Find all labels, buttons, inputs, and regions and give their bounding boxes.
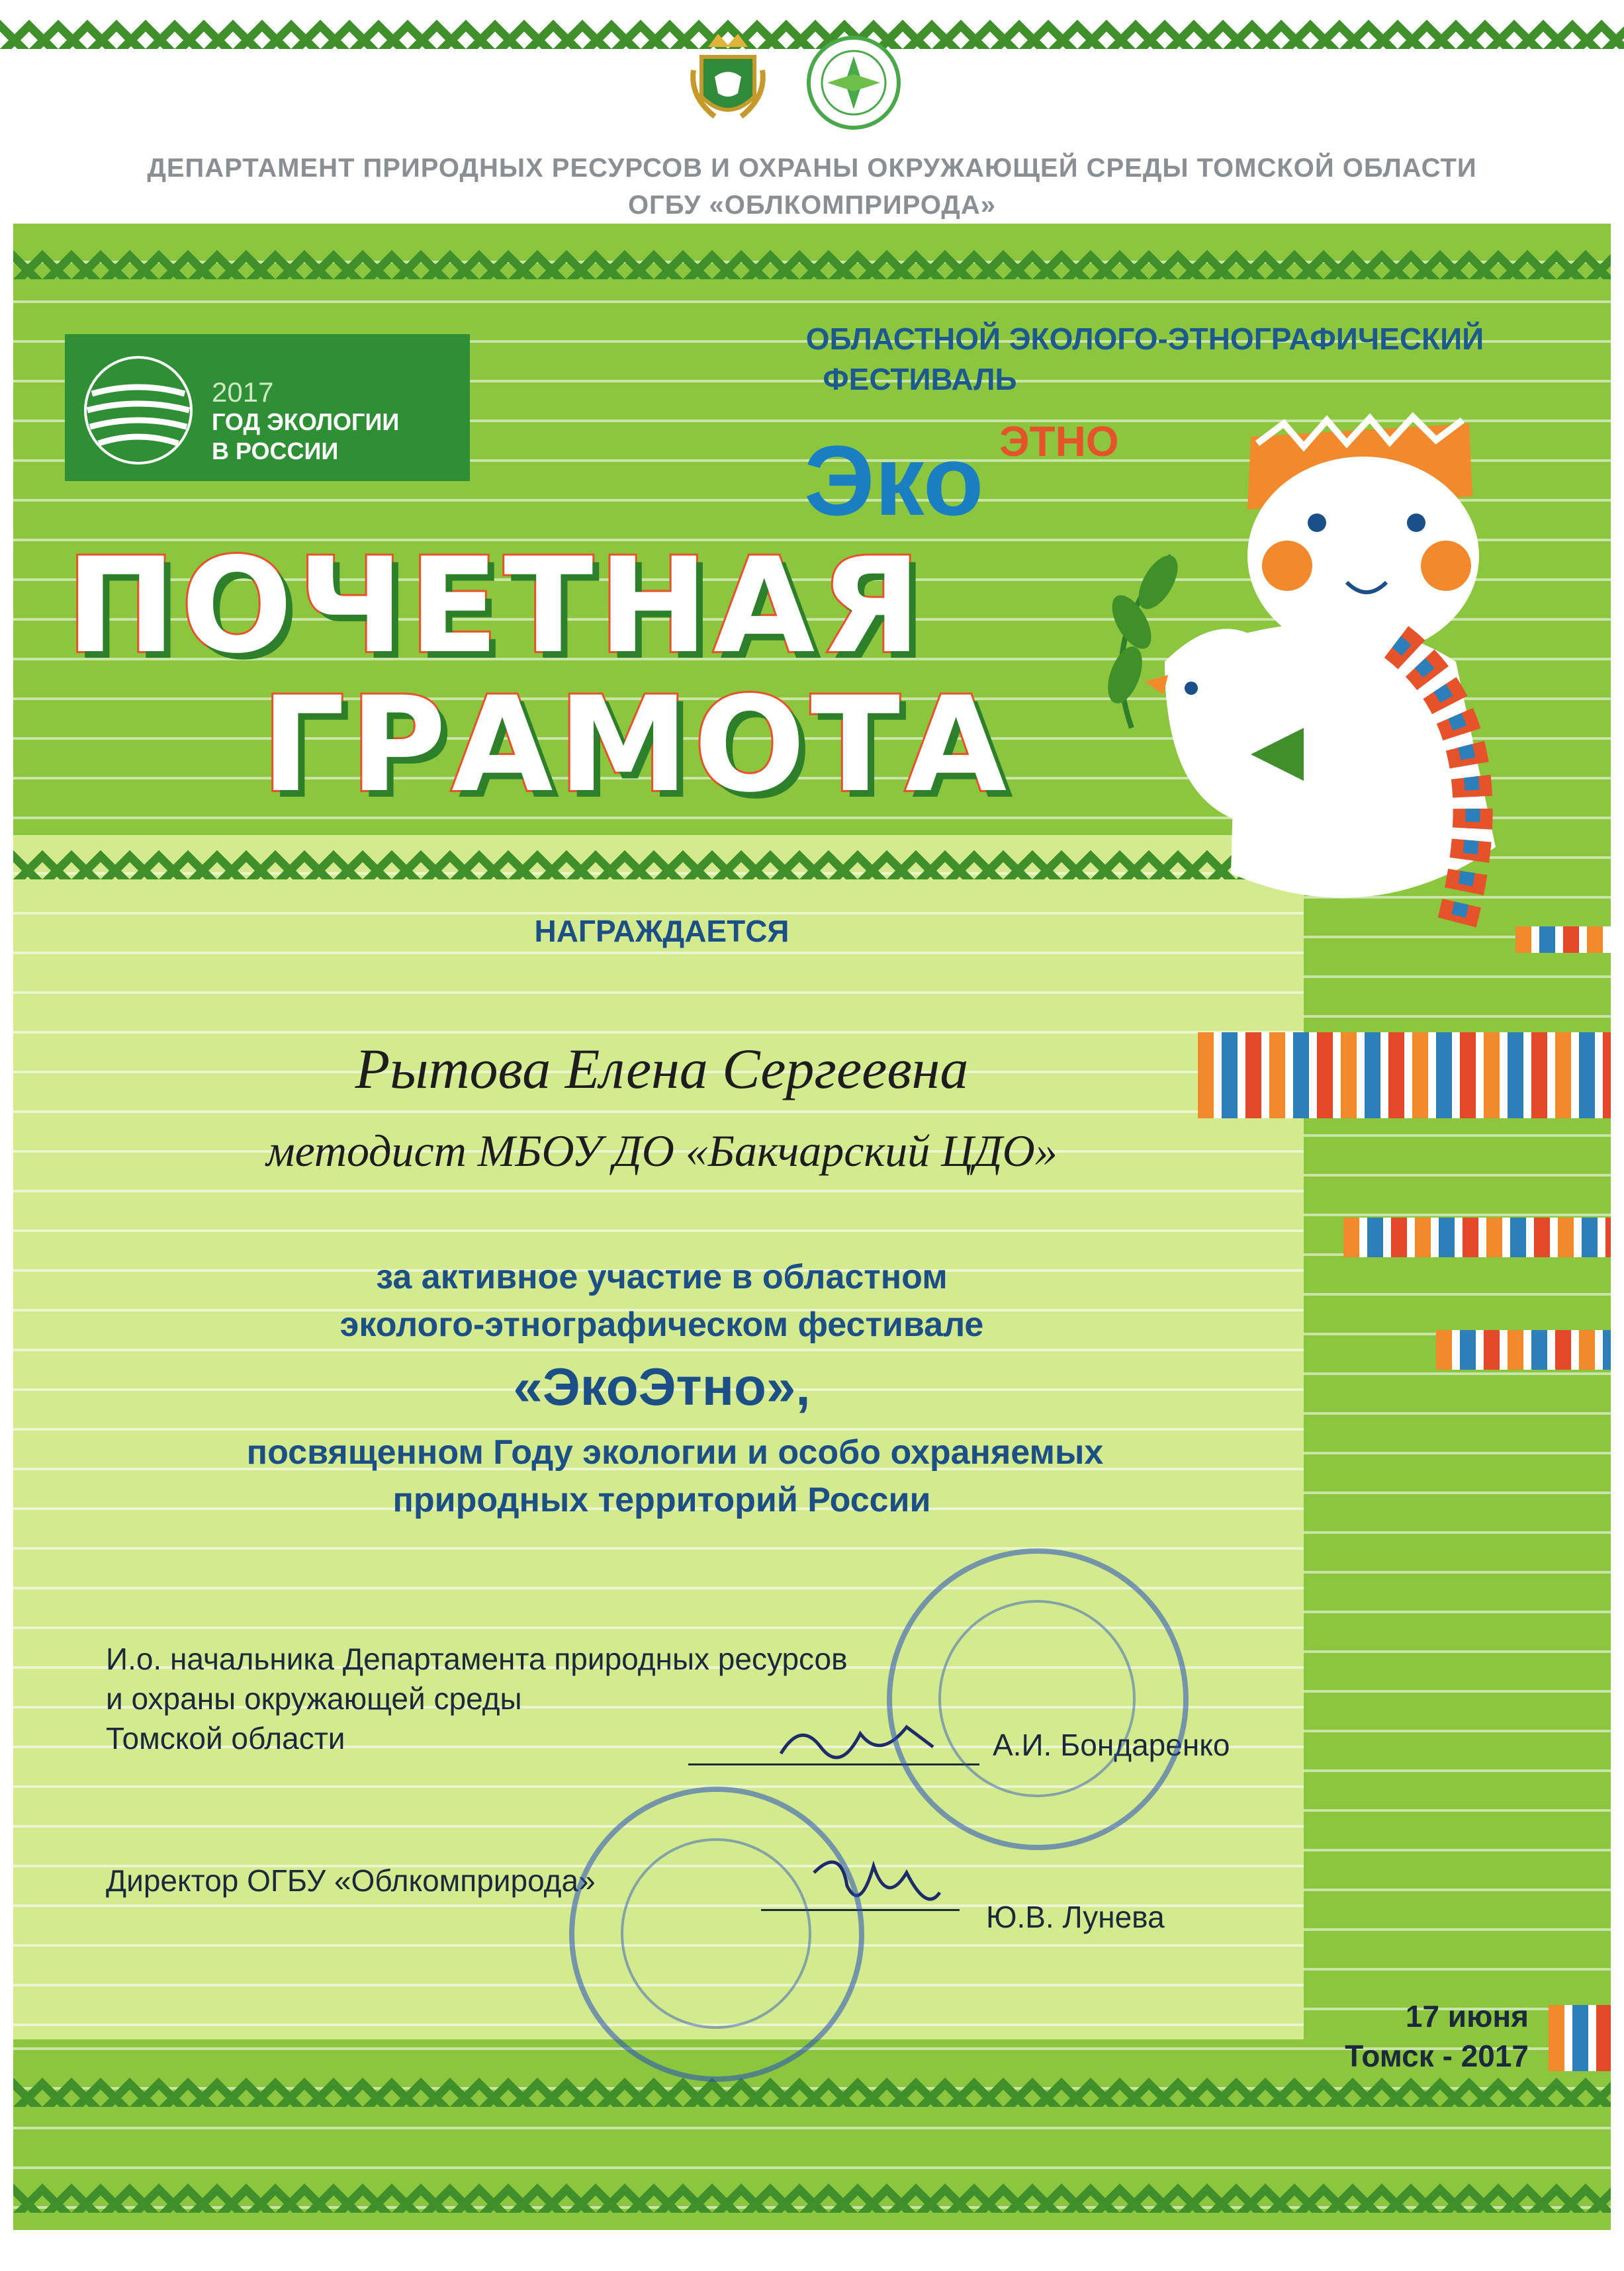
reason-line2: эколого-этнографическом фестивале <box>339 1306 984 1344</box>
dedication-line1: посвященном Году экологии и особо охраняемых <box>246 1433 1104 1472</box>
badge-line1: ГОД ЭКОЛОГИИ <box>212 408 400 435</box>
tomsk-coat-of-arms-logo <box>688 30 768 130</box>
upper-zigzag-border <box>13 250 1611 279</box>
date-day: 17 июня <box>1405 1999 1529 2033</box>
lower-zigzag-border <box>13 2078 1611 2107</box>
head-name: А.И. Бондаренко <box>993 1728 1230 1762</box>
ornament-strip-5 <box>1549 2005 1611 2071</box>
head-title-line2: и охраны окружающей среды <box>106 1681 522 1716</box>
badge-year: 2017 <box>212 377 274 408</box>
reason-line1: за активное участие в областном <box>376 1258 948 1296</box>
organization-stamp-inner-ring <box>621 1838 811 2029</box>
date-place-year: Томск - 2017 <box>1345 2039 1529 2073</box>
department-stamp-inner-ring <box>938 1600 1136 1797</box>
ecoetno-logo-sup: ЭТНО <box>999 418 1119 465</box>
badge-line2: В РОССИИ <box>212 437 339 465</box>
title-line2: ГРАМОТА <box>261 668 1013 821</box>
festival-heading-line1: ОБЛАСТНОЙ ЭКОЛОГО-ЭТНОГРАФИЧЕСКИЙ <box>805 322 1484 356</box>
oblkompriroda-logo <box>804 33 903 132</box>
organization-round-stamp <box>569 1787 864 2082</box>
director-title: Директор ОГБУ «Облкомприрода» <box>106 1863 596 1898</box>
awarded-label: НАГРАЖДАЕТСЯ <box>534 914 789 948</box>
head-title-line1: И.о. начальника Департамента природных ресурсов <box>106 1642 848 1676</box>
globe-stripes-icon <box>82 354 195 467</box>
ornament-strip-1 <box>1515 926 1611 953</box>
recipient-name: Рытова Елена Сергеевна <box>355 1037 969 1100</box>
festival-name: «ЭкоЭтно», <box>513 1357 811 1416</box>
bottom-zigzag-border <box>13 2184 1611 2213</box>
recipient-position: методист МБОУ ДО «Бакчарский ЦДО» <box>266 1126 1058 1176</box>
title-line1: ПОЧЕТНАЯ <box>66 529 926 682</box>
director-name: Ю.В. Лунева <box>986 1900 1165 1934</box>
ornament-strip-3 <box>1343 1218 1611 1257</box>
head-title-line3: Томской области <box>106 1721 345 1756</box>
dedication-line2: природных территорий России <box>392 1481 931 1519</box>
department-round-stamp <box>887 1548 1189 1850</box>
year-of-ecology-badge <box>65 334 470 481</box>
ethnic-boy-with-bird-illustration <box>1085 384 1562 953</box>
festival-heading-line2: ФЕСТИВАЛЬ <box>823 362 1017 396</box>
organization-title: ОГБУ «ОБЛКОМПРИРОДА» <box>627 191 997 220</box>
department-title: ДЕПАРТАМЕНТ ПРИРОДНЫХ РЕСУРСОВ И ОХРАНЫ ОКРУЖАЮЩЕЙ СРЕДЫ ТОМСКОЙ ОБЛАСТИ <box>147 154 1477 183</box>
ecoetno-logo-main: Эко <box>804 425 984 536</box>
ornament-strip-4 <box>1436 1330 1611 1370</box>
